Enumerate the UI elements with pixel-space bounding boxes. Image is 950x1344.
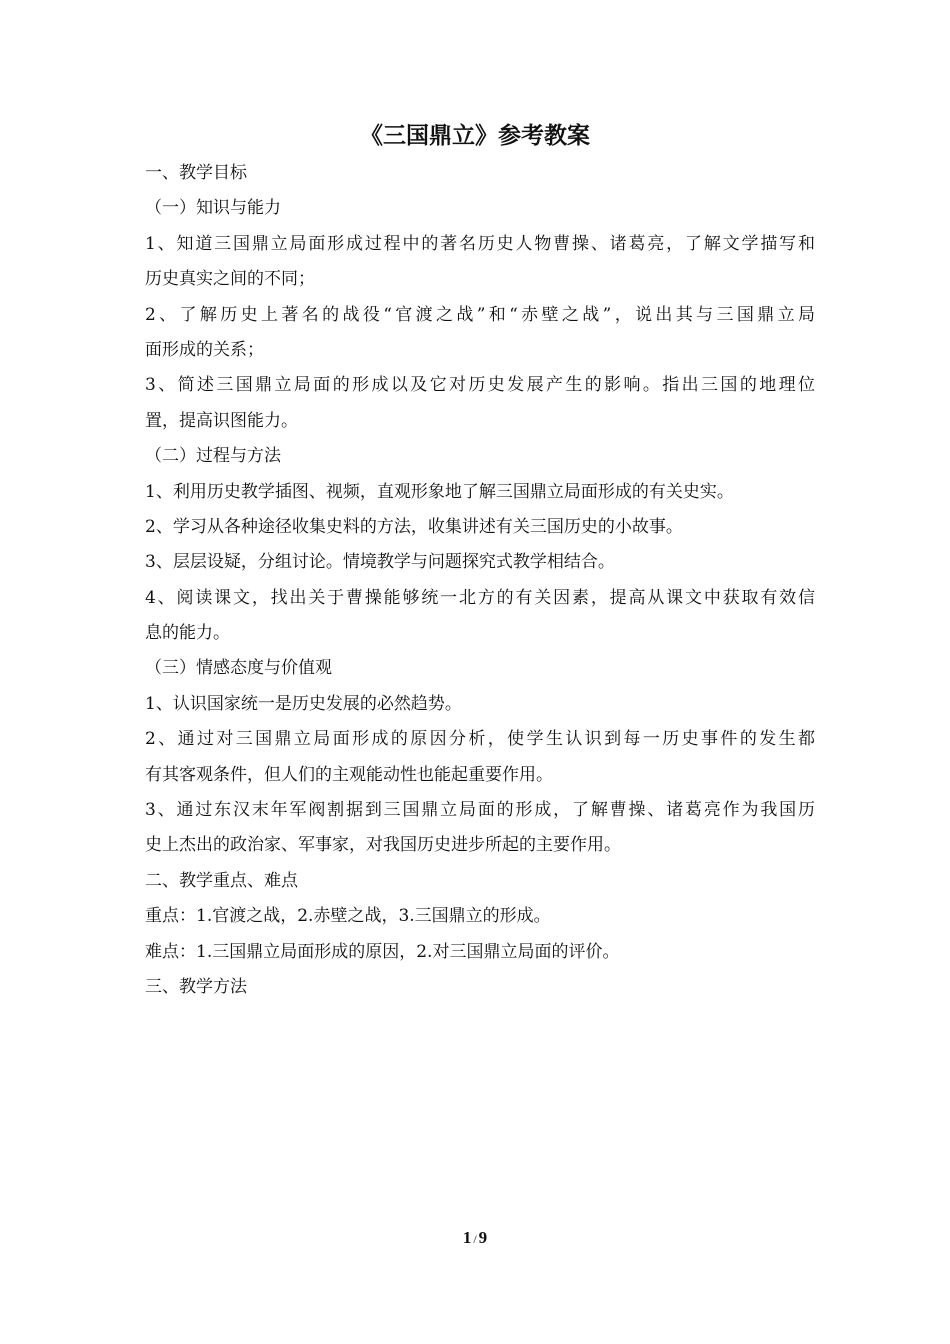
text-line: 3、通过东汉末年军阀割据到三国鼎立局面的形成，了解曹操、诸葛亮作为我国历 [145, 800, 815, 821]
text-line: 3、层层设疑，分组讨论。情境教学与问题探究式教学相结合。 [145, 552, 615, 573]
subsection-heading-process: （二）过程与方法 [145, 446, 281, 467]
section-heading-objectives: 一、教学目标 [145, 163, 247, 183]
text-line: 3、简述三国鼎立局面的形成以及它对历史发展产生的影响。指出三国的地理位 [145, 375, 815, 396]
text-line: 史上杰出的政治家、军事家，对我国历史进步所起的主要作用。 [145, 835, 621, 856]
text-line: 置，提高识图能力。 [145, 410, 298, 431]
text-line: 历史真实之间的不同； [145, 269, 315, 290]
text-line: 2、学习从各种途径收集史料的方法，收集讲述有关三国历史的小故事。 [145, 516, 683, 537]
subsection-heading-knowledge: （一）知识与能力 [145, 198, 281, 219]
page-separator: / [473, 1232, 477, 1246]
text-line: 1、利用历史教学插图、视频，直观形象地了解三国鼎立局面形成的有关史实。 [145, 481, 734, 502]
text-line: 面形成的关系； [145, 339, 264, 360]
text-line: 2、通过对三国鼎立局面形成的原因分析，使学生认识到每一历史事件的发生都 [145, 729, 815, 750]
section-heading-methods: 三、教学方法 [145, 976, 247, 997]
text-line: 息的能力。 [145, 623, 230, 644]
current-page: 1 [462, 1228, 472, 1247]
subsection-heading-values: （三）情感态度与价值观 [145, 658, 332, 679]
text-line: 1、认识国家统一是历史发展的必然趋势。 [145, 693, 462, 714]
text-line: 重点：1.官渡之战，2.赤壁之战，3.三国鼎立的形成。 [145, 906, 551, 927]
text-line: 1、知道三国鼎立局面形成过程中的著名历史人物曹操、诸葛亮，了解文学描写和 [145, 233, 815, 254]
text-line: 4、阅读课文，找出关于曹操能够统一北方的有关因素，提高从课文中获取有效信 [145, 587, 815, 608]
page-number [0, 1226, 950, 1251]
section-heading-key-points: 二、教学重点、难点 [145, 870, 298, 891]
text-line: 2、了解历史上著名的战役“官渡之战”和“赤壁之战”，说出其与三国鼎立局 [145, 304, 815, 325]
document-body [145, 156, 815, 1005]
text-line: 有其客观条件，但人们的主观能动性也能起重要作用。 [145, 764, 553, 785]
document-title: 《三国鼎立》参考教案 [360, 122, 590, 149]
total-pages: 9 [478, 1228, 488, 1247]
text-line: 难点：1.三国鼎立局面形成的原因，2.对三国鼎立局面的评价。 [145, 941, 620, 962]
